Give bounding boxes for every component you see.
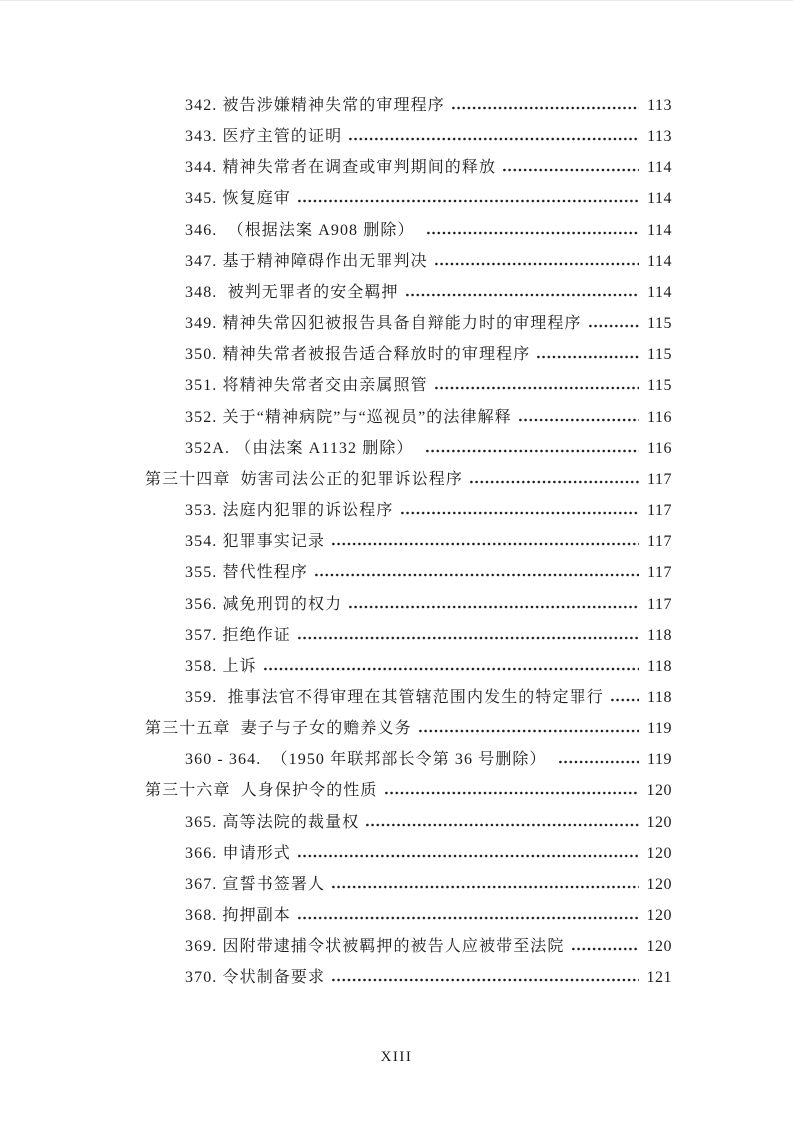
toc-entry-page: 114 bbox=[647, 283, 672, 301]
toc-entry-label: 351. 将精神失常者交由亲属照管 bbox=[185, 377, 428, 395]
toc-entry bbox=[145, 620, 672, 651]
toc-entry-label: 357. 拒绝作证 bbox=[185, 626, 291, 644]
toc-entry-label: 368. 拘押副本 bbox=[185, 907, 291, 925]
toc-entry bbox=[145, 308, 672, 339]
toc-entry bbox=[145, 277, 672, 308]
toc-entry-page: 118 bbox=[647, 657, 672, 675]
toc-entry-label: 366. 申请形式 bbox=[185, 844, 291, 862]
toc-entry-page: 115 bbox=[647, 315, 672, 333]
toc-entry bbox=[145, 152, 672, 183]
toc-entry-label: 348. 被判无罪者的安全羁押 bbox=[185, 283, 399, 301]
toc-entry-label: 355. 替代性程序 bbox=[185, 564, 309, 582]
toc-entry-page: 120 bbox=[646, 907, 672, 925]
toc-entry bbox=[145, 744, 672, 775]
toc-entry-label: 第三十六章 人身保护令的性质 bbox=[145, 782, 378, 800]
dot-leader bbox=[315, 573, 639, 577]
toc-entry bbox=[145, 807, 672, 838]
toc-entry bbox=[145, 682, 672, 713]
toc-entry bbox=[145, 215, 672, 246]
toc-entry bbox=[145, 589, 672, 620]
toc-entry-page: 119 bbox=[647, 720, 672, 738]
toc-chapter-entry bbox=[145, 775, 672, 806]
toc-entry-page: 115 bbox=[647, 346, 672, 364]
dot-leader bbox=[332, 542, 639, 546]
toc-entry-label: 352. 关于“精神病院”与“巡视员”的法律解释 bbox=[185, 408, 512, 426]
dot-leader bbox=[298, 916, 639, 920]
toc-entry-label: 第三十五章 妻子与子女的赡养义务 bbox=[145, 720, 412, 738]
toc-entry-page: 116 bbox=[647, 408, 672, 426]
toc-entry-page: 113 bbox=[647, 97, 672, 114]
toc-entry-label: 370. 令状制备要求 bbox=[185, 969, 326, 987]
toc-entry-label: 345. 恢复庭审 bbox=[185, 190, 291, 208]
dot-leader bbox=[332, 978, 639, 982]
toc-entry-label: 第三十四章 妨害司法公正的犯罪诉讼程序 bbox=[145, 470, 464, 488]
toc-entry-page: 117 bbox=[647, 470, 672, 488]
toc-entry bbox=[145, 931, 672, 962]
toc-entry-label: 353. 法庭内犯罪的诉讼程序 bbox=[185, 502, 394, 520]
toc-entry bbox=[145, 402, 672, 433]
toc-entry-page: 120 bbox=[646, 844, 672, 862]
toc-entry bbox=[145, 495, 672, 526]
toc-entry-page: 114 bbox=[647, 252, 672, 270]
toc-entry bbox=[145, 121, 672, 152]
dot-leader bbox=[519, 418, 639, 422]
toc-entry-label: 347. 基于精神障碍作出无罪判决 bbox=[185, 252, 428, 270]
dot-leader bbox=[435, 262, 639, 266]
toc-entry-page: 119 bbox=[647, 751, 672, 769]
dot-leader bbox=[427, 231, 639, 235]
dot-leader bbox=[264, 667, 639, 671]
dot-leader bbox=[298, 636, 639, 640]
toc-entry-label: 349. 精神失常囚犯被报告具备自辩能力时的审理程序 bbox=[185, 315, 582, 333]
dot-leader bbox=[366, 823, 639, 827]
toc-entry-page: 115 bbox=[647, 377, 672, 395]
toc-entry-label: 356. 减免刑罚的权力 bbox=[185, 595, 343, 613]
dot-leader bbox=[537, 355, 639, 359]
toc-entry-page: 113 bbox=[647, 128, 672, 146]
dot-leader bbox=[611, 698, 639, 702]
dot-leader bbox=[470, 480, 639, 484]
dot-leader bbox=[572, 947, 639, 951]
toc-entry bbox=[145, 90, 672, 121]
page-number-footer: XIII bbox=[380, 1049, 413, 1065]
dot-leader bbox=[435, 386, 639, 390]
toc-entry bbox=[145, 651, 672, 682]
toc-chapter-entry bbox=[145, 713, 672, 744]
toc-entry-label: 350. 精神失常者被报告适合释放时的审理程序 bbox=[185, 346, 531, 364]
toc-entry-page: 118 bbox=[647, 626, 672, 644]
dot-leader bbox=[332, 885, 639, 889]
toc-entry-label: 360 - 364. （1950 年联邦部长令第 36 号删除） bbox=[185, 751, 552, 769]
dot-leader bbox=[385, 791, 639, 795]
toc-entry-label: 358. 上诉 bbox=[185, 657, 257, 675]
toc-entry-page: 121 bbox=[646, 969, 672, 987]
toc-entry-label: 342. 被告涉嫌精神失常的审理程序 bbox=[185, 97, 445, 114]
dot-leader bbox=[426, 449, 639, 453]
toc-entry bbox=[145, 370, 672, 401]
dot-leader bbox=[349, 605, 639, 609]
toc-entry bbox=[145, 339, 672, 370]
toc-entry bbox=[145, 433, 672, 464]
toc-entry-page: 117 bbox=[647, 595, 672, 613]
toc-entry-label: 352A. （由法案 A1132 删除） bbox=[185, 439, 419, 457]
toc-entry bbox=[145, 900, 672, 931]
toc-chapter-entry bbox=[145, 464, 672, 495]
toc-entry-label: 354. 犯罪事实记录 bbox=[185, 533, 326, 551]
toc-entry bbox=[145, 962, 672, 993]
toc-entry-page: 114 bbox=[647, 159, 672, 177]
toc-entry bbox=[145, 838, 672, 869]
table-of-contents bbox=[145, 90, 672, 994]
toc-entry-label: 343. 医疗主管的证明 bbox=[185, 128, 343, 146]
toc-entry-page: 114 bbox=[647, 190, 672, 208]
toc-entry bbox=[145, 557, 672, 588]
dot-leader bbox=[298, 199, 639, 203]
dot-leader bbox=[401, 511, 639, 515]
toc-entry-page: 118 bbox=[647, 688, 672, 706]
toc-entry-label: 369. 因附带逮捕令状被羁押的被告人应被带至法院 bbox=[185, 938, 565, 956]
toc-entry-page: 117 bbox=[647, 502, 672, 520]
toc-entry-label: 346. （根据法案 A908 删除） bbox=[185, 221, 420, 239]
toc-entry bbox=[145, 183, 672, 214]
toc-entry bbox=[145, 246, 672, 277]
toc-entry-label: 359. 推事法官不得审理在其管辖范围内发生的特定罪行 bbox=[185, 688, 604, 706]
toc-entry-page: 120 bbox=[646, 875, 672, 893]
dot-leader bbox=[349, 137, 639, 141]
dot-leader bbox=[298, 854, 639, 858]
toc-entry-page: 120 bbox=[646, 813, 672, 831]
toc-entry-page: 114 bbox=[647, 221, 672, 239]
dot-leader bbox=[452, 106, 639, 110]
toc-entry-page: 120 bbox=[646, 938, 672, 956]
toc-entry-label: 367. 宣誓书签署人 bbox=[185, 875, 326, 893]
toc-entry-page: 117 bbox=[647, 533, 672, 551]
toc-entry-page: 116 bbox=[647, 439, 672, 457]
toc-entry bbox=[145, 869, 672, 900]
toc-entry-label: 344. 精神失常者在调查或审判期间的释放 bbox=[185, 159, 497, 177]
dot-leader bbox=[559, 760, 639, 764]
dot-leader bbox=[419, 729, 639, 733]
dot-leader bbox=[503, 168, 639, 172]
toc-entry-label: 365. 高等法院的裁量权 bbox=[185, 813, 360, 831]
toc-entry-page: 117 bbox=[647, 564, 672, 582]
toc-entry bbox=[145, 526, 672, 557]
dot-leader bbox=[406, 293, 639, 297]
toc-entry-page: 120 bbox=[646, 782, 672, 800]
dot-leader bbox=[589, 324, 639, 328]
